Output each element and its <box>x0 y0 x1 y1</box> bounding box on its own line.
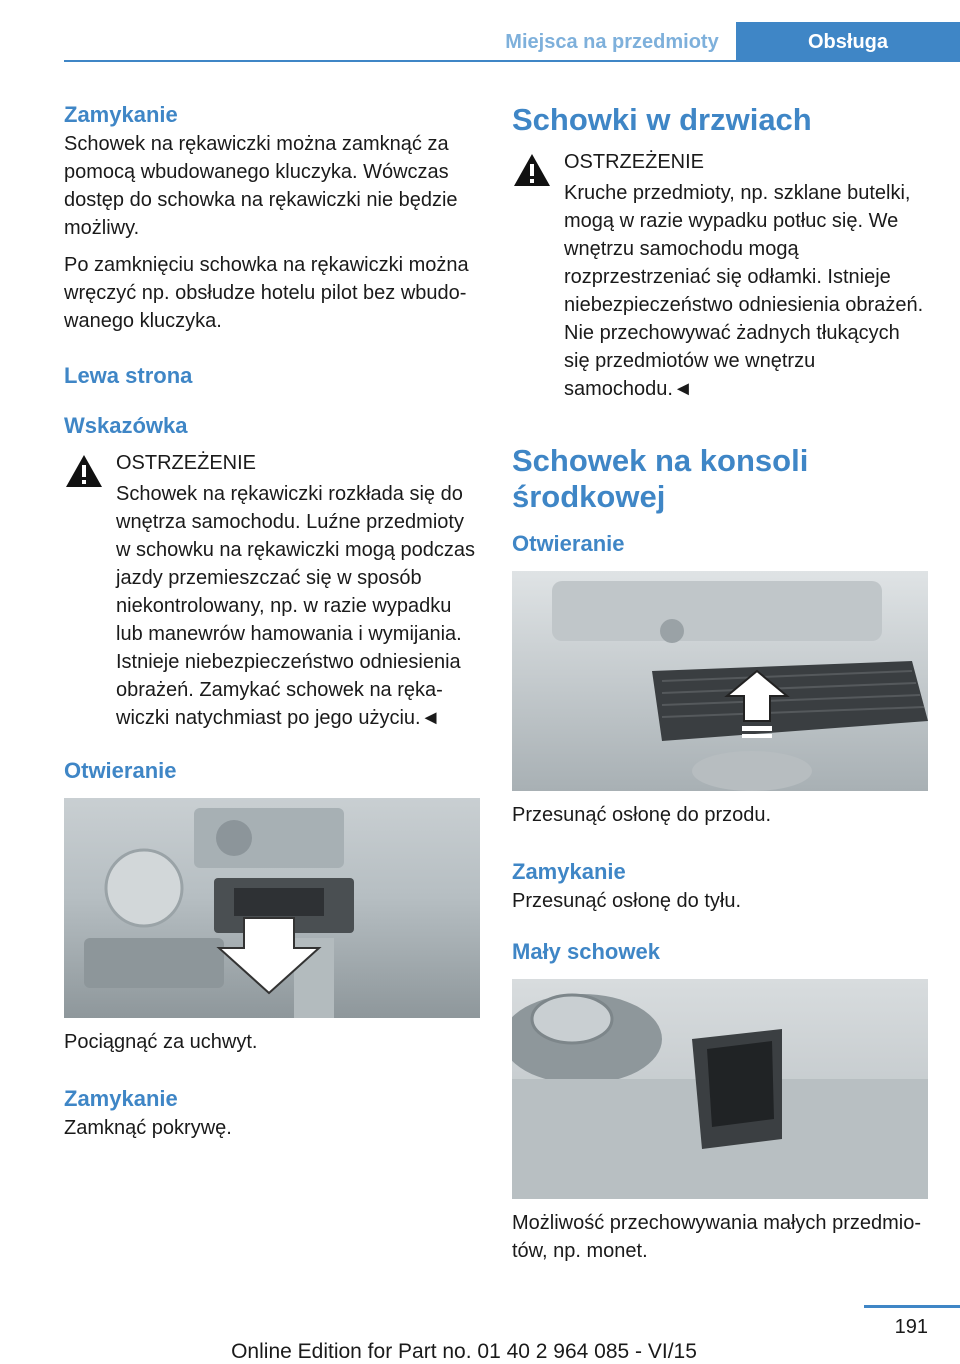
header-chapter-tab: Obsługa <box>736 22 960 62</box>
heading-small-storage: Mały schowek <box>512 939 660 964</box>
glovebox-image <box>64 798 480 1018</box>
closing-text-2: Zamknąć pokrywę. <box>64 1117 232 1139</box>
small-storage-image <box>512 979 928 1199</box>
warning-text: Schowek na rękawiczki rozkłada się do wnętrza samochodu. Luźne przedmioty w schowku na rękawiczki mogą podczas jazdy przemieszczać się w sposób niekontrolowany, np. w razie wypadku lub manewrów hamowania i wymijania. Istnieje niebezpieczeństwo odniesienia obrażeń. Zamykać schowek na rękawiczki natychmiast po jego użyciu.◄ <box>116 483 476 729</box>
warning-text-door: Kruche przedmioty, np. szklane butelki, mogą w razie wypadku potłuc się. We wnętrzu samochodu mogą rozprzestrzeniać się odłamki. Istnieje niebezpieczeństwo odniesienia obrażeń. Nie przechowywać żadnych tłukących się przedmiotów we wnętrzu samochodu.◄ <box>564 182 924 400</box>
console-closing-text: Przesunąć osłonę do tyłu. <box>512 890 742 912</box>
closing-paragraph-2: Po zamknięciu schowka na rękawiczki można wręczyć np. obsłudze hotelu pilot bez wbudowanego kluczyka. <box>64 254 469 332</box>
glovebox-illustration <box>64 798 480 1018</box>
warning-block <box>64 449 480 732</box>
left-column <box>64 100 480 1142</box>
heading-note: Wskazówka <box>64 413 188 438</box>
small-storage-caption: Możliwość przechowywania małych przedmiotów, np. monet. <box>512 1212 922 1262</box>
heading-console-line1: Schowek na konsoli <box>512 443 809 478</box>
heading-closing-2: Zamykanie <box>64 1086 178 1111</box>
footer-rule <box>864 1305 960 1308</box>
small-storage-illustration <box>512 979 928 1199</box>
closing-paragraph-1: Schowek na rękawiczki można zamknąć za pomocą wbudowanego kluczyka. Wówczas dostęp do schowka na rękawiczki nie będzie możliwy. <box>64 133 458 239</box>
opening-caption: Pociągnąć za uchwyt. <box>64 1031 258 1053</box>
warning-triangle-icon <box>64 453 104 489</box>
footer-edition: Online Edition for Part no. 01 40 2 964 085 - VI/15 <box>231 1340 697 1363</box>
heading-console-opening: Otwieranie <box>512 531 625 556</box>
right-column <box>512 100 928 1265</box>
header-rule <box>64 60 960 62</box>
warning-label-door: OSTRZEŻENIE <box>564 151 705 173</box>
heading-door-storage: Schowki w drzwiach <box>512 102 812 137</box>
warning-triangle-icon <box>512 152 552 188</box>
page-number: 191 <box>894 1316 928 1338</box>
header-section-tab: Miejsca na przedmioty <box>505 31 719 53</box>
warning-block-door <box>512 148 928 403</box>
heading-zamykanie: Zamykanie <box>64 102 178 127</box>
heading-console-line2: środkowej <box>512 479 666 514</box>
console-image <box>512 571 928 791</box>
console-illustration <box>512 571 928 791</box>
heading-opening: Otwieranie <box>64 758 177 783</box>
heading-console <box>512 443 928 515</box>
warning-label: OSTRZEŻENIE <box>116 452 257 474</box>
heading-left-side: Lewa strona <box>64 363 193 388</box>
heading-console-closing: Zamykanie <box>512 859 626 884</box>
console-opening-caption: Przesunąć osłonę do przodu. <box>512 804 772 826</box>
